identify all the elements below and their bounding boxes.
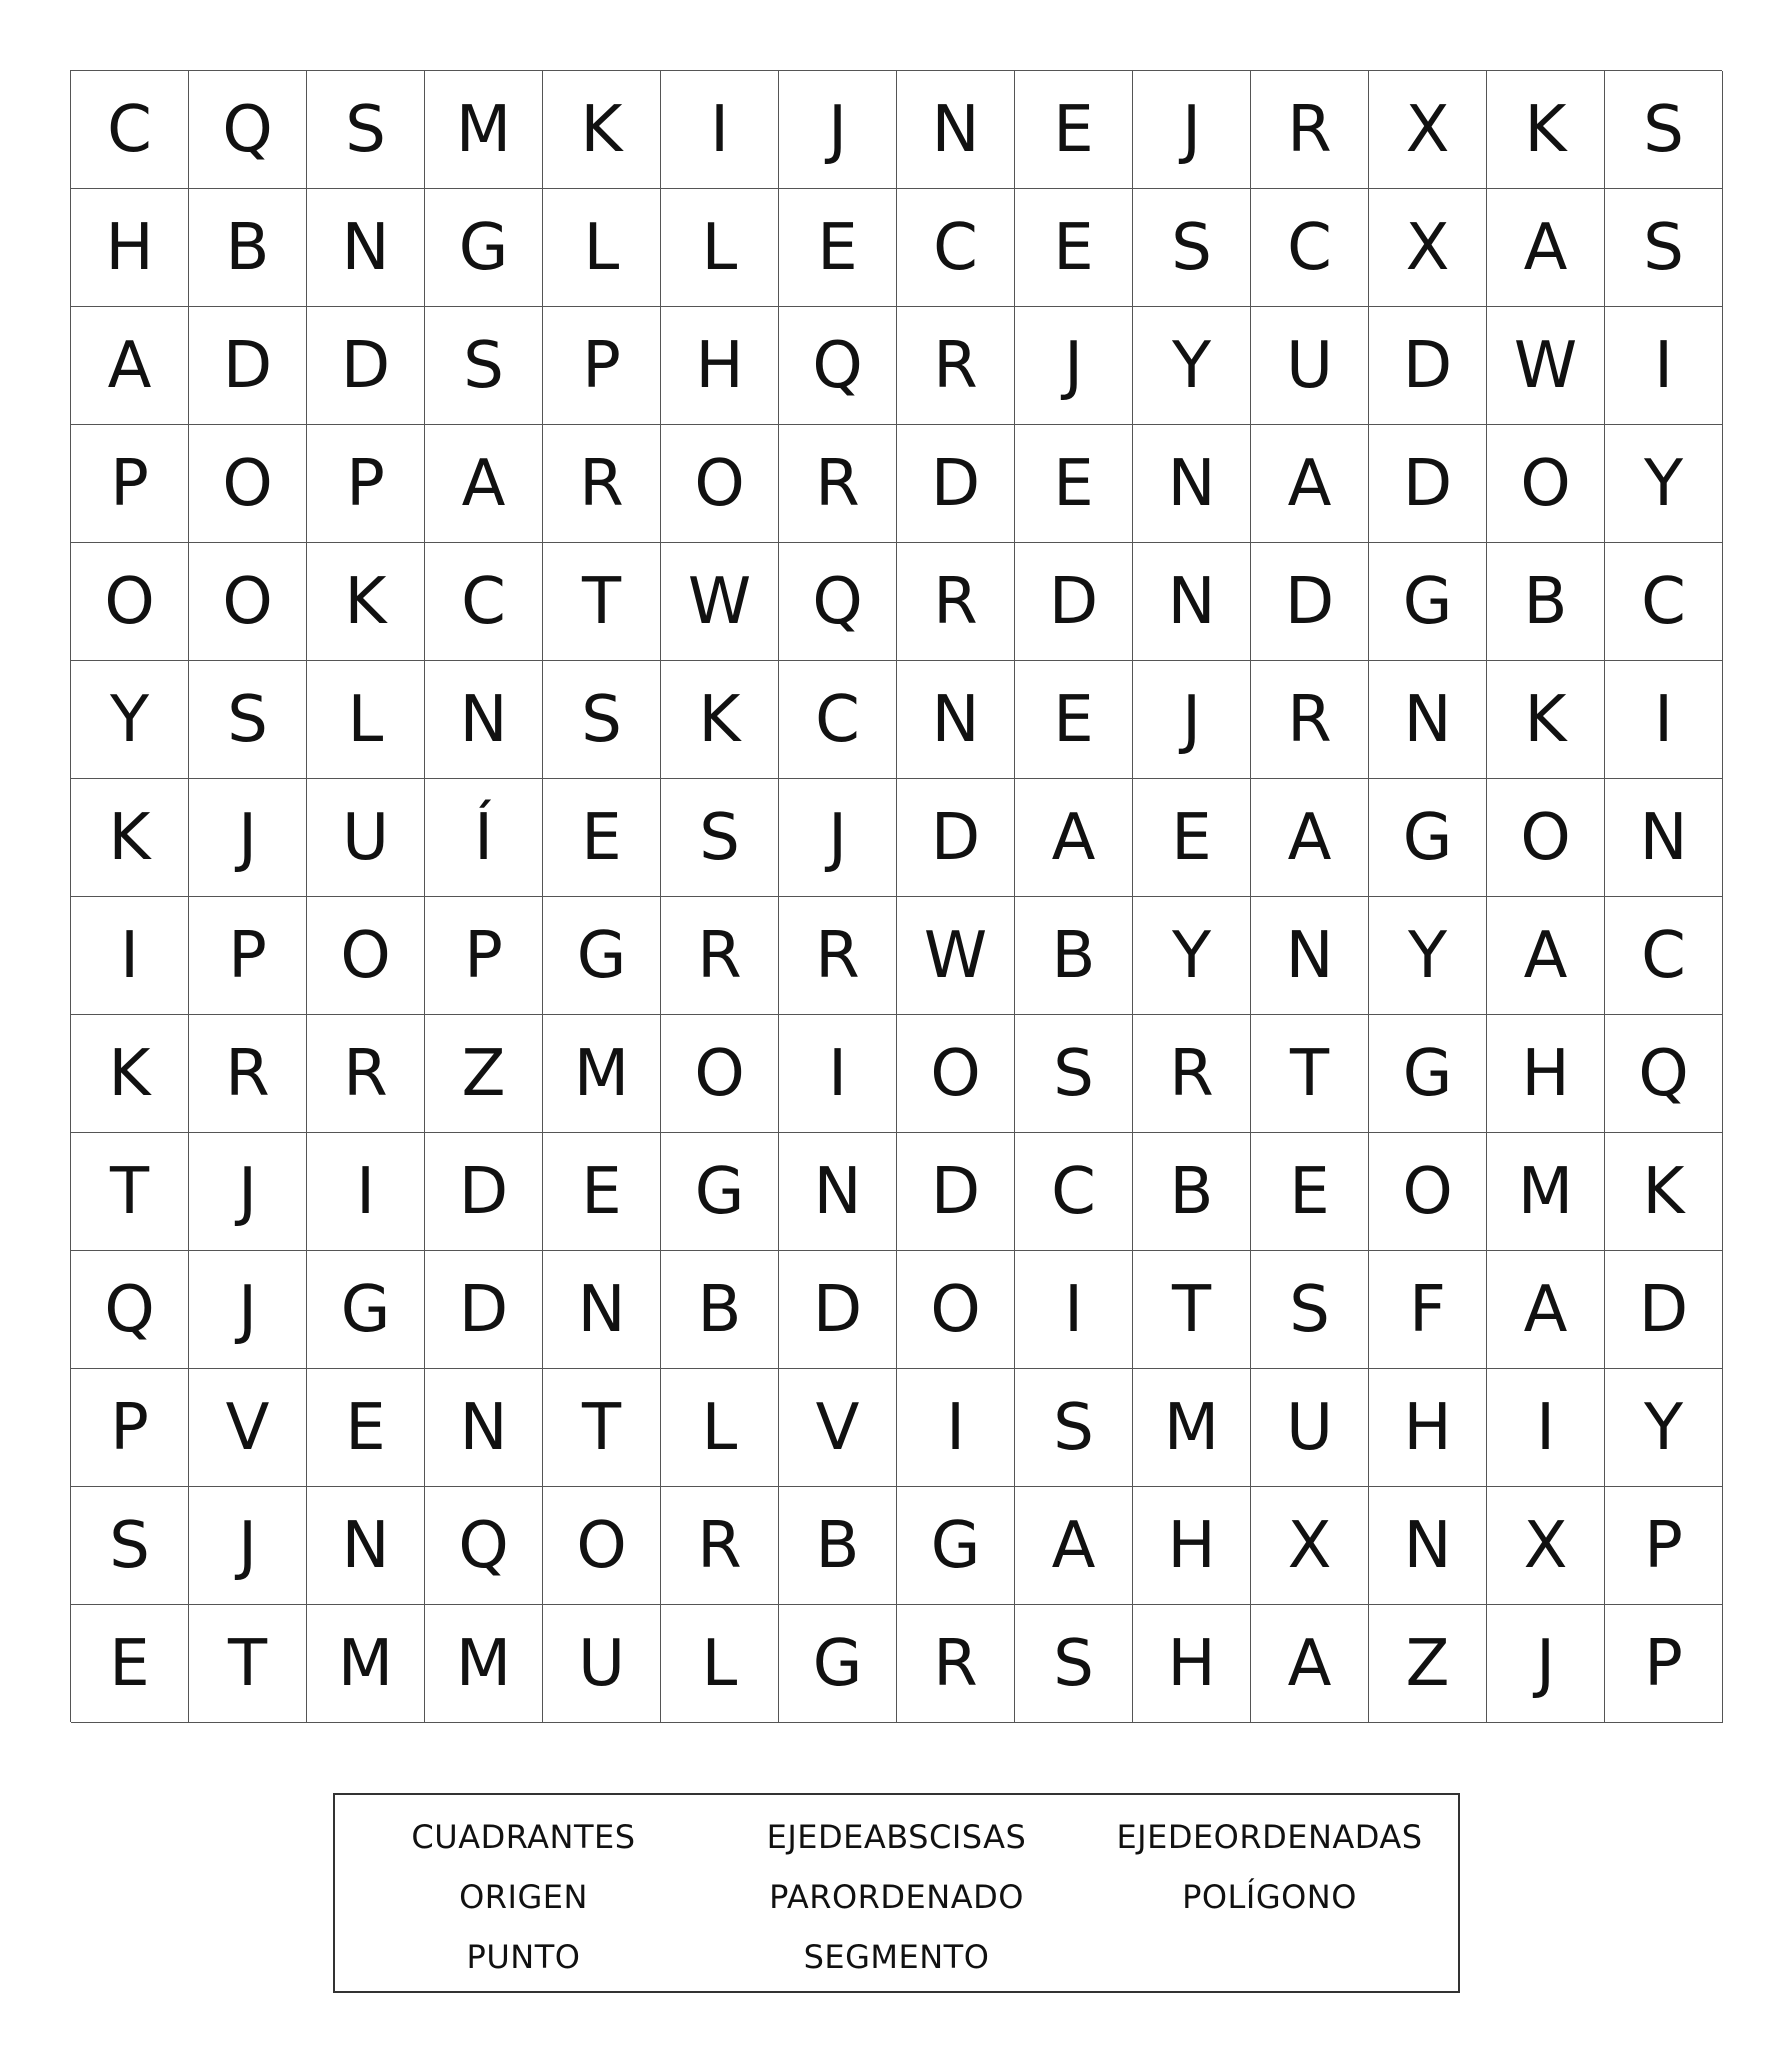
grid-cell[interactable]: J: [1015, 307, 1133, 425]
grid-cell[interactable]: S: [71, 1487, 189, 1605]
word-search-grid: [70, 70, 1722, 1722]
grid-cell[interactable]: E: [1015, 425, 1133, 543]
grid-cell[interactable]: K: [661, 661, 779, 779]
grid-cell[interactable]: O: [897, 1251, 1015, 1369]
grid-cell[interactable]: K: [1605, 1133, 1723, 1251]
grid-cell[interactable]: A: [1487, 897, 1605, 1015]
word-list-item: ORIGEN: [459, 1878, 588, 1916]
grid-cell[interactable]: E: [307, 1369, 425, 1487]
grid-cell[interactable]: E: [543, 1133, 661, 1251]
grid-cell[interactable]: P: [543, 307, 661, 425]
grid-cell[interactable]: O: [661, 425, 779, 543]
grid-cell[interactable]: G: [661, 1133, 779, 1251]
grid-cell[interactable]: I: [1487, 1369, 1605, 1487]
grid-cell[interactable]: E: [543, 779, 661, 897]
grid-cell[interactable]: U: [543, 1605, 661, 1723]
grid-cell[interactable]: X: [1369, 189, 1487, 307]
grid-cell[interactable]: K: [71, 1015, 189, 1133]
grid-cell[interactable]: Q: [1605, 1015, 1723, 1133]
grid-cell[interactable]: A: [1251, 779, 1369, 897]
grid-cell[interactable]: E: [1015, 661, 1133, 779]
grid-cell[interactable]: H: [1133, 1605, 1251, 1723]
grid-cell[interactable]: A: [1487, 189, 1605, 307]
grid-cell[interactable]: E: [71, 1605, 189, 1723]
grid-cell[interactable]: P: [1605, 1487, 1723, 1605]
grid-cell[interactable]: D: [1015, 543, 1133, 661]
grid-cell[interactable]: G: [307, 1251, 425, 1369]
grid-cell[interactable]: N: [1605, 779, 1723, 897]
grid-cell[interactable]: P: [189, 897, 307, 1015]
grid-cell[interactable]: O: [307, 897, 425, 1015]
grid-cell[interactable]: S: [1605, 71, 1723, 189]
grid-cell[interactable]: X: [1369, 71, 1487, 189]
word-list-item: CUADRANTES: [411, 1818, 636, 1856]
grid-cell[interactable]: Z: [425, 1015, 543, 1133]
grid-cell[interactable]: R: [1251, 71, 1369, 189]
grid-cell[interactable]: D: [1251, 543, 1369, 661]
grid-cell[interactable]: J: [1133, 71, 1251, 189]
grid-cell[interactable]: H: [1133, 1487, 1251, 1605]
grid-cell[interactable]: V: [189, 1369, 307, 1487]
grid-cell[interactable]: X: [1251, 1487, 1369, 1605]
grid-cell[interactable]: S: [1133, 189, 1251, 307]
grid-cell[interactable]: R: [897, 1605, 1015, 1723]
grid-cell[interactable]: N: [1133, 543, 1251, 661]
word-list-item: SEGMENTO: [803, 1938, 990, 1976]
grid-cell[interactable]: D: [1369, 307, 1487, 425]
grid-cell[interactable]: L: [661, 189, 779, 307]
grid-cell[interactable]: B: [189, 189, 307, 307]
grid-cell[interactable]: S: [1015, 1015, 1133, 1133]
grid-cell[interactable]: C: [1605, 897, 1723, 1015]
grid-cell[interactable]: S: [1015, 1605, 1133, 1723]
grid-cell[interactable]: E: [1015, 71, 1133, 189]
grid-cell[interactable]: J: [1133, 661, 1251, 779]
grid-cell[interactable]: H: [1369, 1369, 1487, 1487]
grid-cell[interactable]: J: [779, 779, 897, 897]
grid-cell[interactable]: Í: [425, 779, 543, 897]
word-list-item: EJEDEABSCISAS: [766, 1818, 1027, 1856]
grid-cell[interactable]: U: [1251, 307, 1369, 425]
grid-cell[interactable]: A: [71, 307, 189, 425]
grid-cell[interactable]: O: [543, 1487, 661, 1605]
grid-cell[interactable]: Q: [779, 543, 897, 661]
grid-cell[interactable]: M: [543, 1015, 661, 1133]
grid-cell[interactable]: N: [897, 661, 1015, 779]
grid-cell[interactable]: C: [779, 661, 897, 779]
word-list-item: PARORDENADO: [769, 1878, 1024, 1916]
grid-cell[interactable]: E: [1133, 779, 1251, 897]
grid-cell[interactable]: Y: [1369, 897, 1487, 1015]
grid-cell[interactable]: N: [543, 1251, 661, 1369]
grid-cell[interactable]: P: [71, 1369, 189, 1487]
grid-cell[interactable]: H: [71, 189, 189, 307]
grid-cell[interactable]: Q: [71, 1251, 189, 1369]
grid-cell[interactable]: P: [1605, 1605, 1723, 1723]
grid-cell[interactable]: I: [661, 71, 779, 189]
grid-cell[interactable]: E: [1015, 189, 1133, 307]
grid-cell[interactable]: Z: [1369, 1605, 1487, 1723]
grid-cell[interactable]: P: [71, 425, 189, 543]
grid-cell[interactable]: C: [897, 189, 1015, 307]
grid-cell[interactable]: D: [897, 779, 1015, 897]
grid-cell[interactable]: I: [307, 1133, 425, 1251]
grid-cell[interactable]: R: [779, 425, 897, 543]
grid-cell[interactable]: M: [425, 1605, 543, 1723]
grid-cell[interactable]: I: [71, 897, 189, 1015]
grid-cell[interactable]: N: [1251, 897, 1369, 1015]
grid-cell[interactable]: F: [1369, 1251, 1487, 1369]
grid-cell[interactable]: M: [1487, 1133, 1605, 1251]
grid-cell[interactable]: T: [1251, 1015, 1369, 1133]
grid-cell[interactable]: K: [71, 779, 189, 897]
grid-cell[interactable]: N: [307, 1487, 425, 1605]
word-list: [333, 1793, 1460, 1993]
grid-cell[interactable]: L: [307, 661, 425, 779]
grid-cell[interactable]: D: [425, 1251, 543, 1369]
grid-cell[interactable]: K: [1487, 71, 1605, 189]
grid-cell[interactable]: C: [425, 543, 543, 661]
grid-cell[interactable]: W: [661, 543, 779, 661]
grid-cell[interactable]: A: [1487, 1251, 1605, 1369]
grid-cell[interactable]: C: [1605, 543, 1723, 661]
grid-cell[interactable]: O: [897, 1015, 1015, 1133]
grid-cell[interactable]: J: [189, 779, 307, 897]
grid-cell[interactable]: O: [1487, 779, 1605, 897]
grid-cell[interactable]: K: [1487, 661, 1605, 779]
grid-cell[interactable]: O: [189, 425, 307, 543]
grid-cell[interactable]: I: [1605, 307, 1723, 425]
grid-cell[interactable]: T: [543, 543, 661, 661]
grid-cell[interactable]: G: [1369, 1015, 1487, 1133]
grid-cell[interactable]: Q: [425, 1487, 543, 1605]
grid-cell[interactable]: O: [1487, 425, 1605, 543]
grid-cell[interactable]: G: [1369, 779, 1487, 897]
grid-cell[interactable]: R: [543, 425, 661, 543]
word-list-item: POLÍGONO: [1182, 1878, 1357, 1916]
grid-cell[interactable]: S: [661, 779, 779, 897]
grid-cell[interactable]: G: [897, 1487, 1015, 1605]
grid-cell[interactable]: S: [1015, 1369, 1133, 1487]
grid-cell[interactable]: J: [189, 1487, 307, 1605]
grid-cell[interactable]: N: [779, 1133, 897, 1251]
grid-cell[interactable]: U: [1251, 1369, 1369, 1487]
grid-cell[interactable]: D: [307, 307, 425, 425]
grid-cell[interactable]: B: [1133, 1133, 1251, 1251]
grid-cell[interactable]: D: [897, 1133, 1015, 1251]
grid-cell[interactable]: O: [1369, 1133, 1487, 1251]
grid-cell[interactable]: M: [307, 1605, 425, 1723]
grid-cell[interactable]: H: [661, 307, 779, 425]
grid-cell[interactable]: J: [189, 1251, 307, 1369]
grid-cell[interactable]: I: [779, 1015, 897, 1133]
grid-cell[interactable]: R: [307, 1015, 425, 1133]
grid-cell[interactable]: H: [1487, 1015, 1605, 1133]
grid-cell[interactable]: P: [425, 897, 543, 1015]
grid-cell[interactable]: J: [189, 1133, 307, 1251]
grid-cell[interactable]: Y: [1605, 425, 1723, 543]
grid-cell[interactable]: G: [543, 897, 661, 1015]
grid-cell[interactable]: R: [661, 1487, 779, 1605]
grid-cell[interactable]: K: [307, 543, 425, 661]
grid-cell[interactable]: S: [1605, 189, 1723, 307]
grid-cell[interactable]: S: [1251, 1251, 1369, 1369]
grid-cell[interactable]: I: [1015, 1251, 1133, 1369]
grid-cell[interactable]: R: [189, 1015, 307, 1133]
grid-cell[interactable]: I: [897, 1369, 1015, 1487]
grid-cell[interactable]: N: [307, 189, 425, 307]
grid-cell[interactable]: E: [779, 189, 897, 307]
grid-cell[interactable]: T: [543, 1369, 661, 1487]
grid-cell[interactable]: P: [307, 425, 425, 543]
grid-cell[interactable]: T: [71, 1133, 189, 1251]
grid-cell[interactable]: R: [779, 897, 897, 1015]
grid-cell[interactable]: M: [425, 71, 543, 189]
grid-cell[interactable]: D: [779, 1251, 897, 1369]
grid-cell[interactable]: O: [71, 543, 189, 661]
grid-cell[interactable]: G: [779, 1605, 897, 1723]
grid-cell[interactable]: W: [897, 897, 1015, 1015]
grid-cell[interactable]: A: [1251, 1605, 1369, 1723]
grid-cell[interactable]: N: [1133, 425, 1251, 543]
grid-cell[interactable]: R: [897, 543, 1015, 661]
grid-cell[interactable]: D: [1369, 425, 1487, 543]
grid-cell[interactable]: J: [779, 71, 897, 189]
grid-cell[interactable]: K: [543, 71, 661, 189]
grid-cell[interactable]: N: [1369, 1487, 1487, 1605]
grid-cell[interactable]: J: [1487, 1605, 1605, 1723]
grid-cell[interactable]: C: [1015, 1133, 1133, 1251]
grid-cell[interactable]: B: [661, 1251, 779, 1369]
word-list-item: PUNTO: [466, 1938, 581, 1976]
grid-cell[interactable]: D: [897, 425, 1015, 543]
grid-cell[interactable]: Y: [1605, 1369, 1723, 1487]
grid-cell[interactable]: A: [1251, 425, 1369, 543]
grid-cell[interactable]: S: [425, 307, 543, 425]
grid-cell[interactable]: V: [779, 1369, 897, 1487]
grid-cell[interactable]: L: [661, 1605, 779, 1723]
grid-cell[interactable]: M: [1133, 1369, 1251, 1487]
grid-cell[interactable]: R: [1133, 1015, 1251, 1133]
grid-cell[interactable]: D: [189, 307, 307, 425]
grid-cell[interactable]: N: [425, 661, 543, 779]
grid-cell[interactable]: Q: [189, 71, 307, 189]
grid-cell[interactable]: O: [661, 1015, 779, 1133]
grid-cell[interactable]: R: [1251, 661, 1369, 779]
grid-cell[interactable]: D: [425, 1133, 543, 1251]
grid-cell[interactable]: S: [543, 661, 661, 779]
grid-cell[interactable]: C: [71, 71, 189, 189]
grid-cell[interactable]: L: [661, 1369, 779, 1487]
grid-cell[interactable]: N: [1369, 661, 1487, 779]
grid-cell[interactable]: B: [779, 1487, 897, 1605]
grid-cell[interactable]: B: [1487, 543, 1605, 661]
grid-cell[interactable]: R: [661, 897, 779, 1015]
grid-cell[interactable]: Y: [71, 661, 189, 779]
grid-cell[interactable]: A: [1015, 779, 1133, 897]
grid-cell[interactable]: N: [897, 71, 1015, 189]
grid-cell[interactable]: C: [1251, 189, 1369, 307]
grid-cell[interactable]: E: [1251, 1133, 1369, 1251]
grid-cell[interactable]: B: [1015, 897, 1133, 1015]
grid-cell[interactable]: S: [189, 661, 307, 779]
grid-cell[interactable]: N: [425, 1369, 543, 1487]
grid-cell[interactable]: U: [307, 779, 425, 897]
grid-cell[interactable]: W: [1487, 307, 1605, 425]
grid-cell[interactable]: Y: [1133, 307, 1251, 425]
grid-cell[interactable]: G: [1369, 543, 1487, 661]
grid-cell[interactable]: S: [307, 71, 425, 189]
grid-cell[interactable]: T: [1133, 1251, 1251, 1369]
grid-cell[interactable]: Q: [779, 307, 897, 425]
grid-cell[interactable]: D: [1605, 1251, 1723, 1369]
grid-cell[interactable]: G: [425, 189, 543, 307]
grid-cell[interactable]: T: [189, 1605, 307, 1723]
grid-cell[interactable]: A: [1015, 1487, 1133, 1605]
grid-cell[interactable]: X: [1487, 1487, 1605, 1605]
grid-cell[interactable]: Y: [1133, 897, 1251, 1015]
grid-cell[interactable]: I: [1605, 661, 1723, 779]
word-list-item: EJEDEORDENADAS: [1116, 1818, 1423, 1856]
grid-cell[interactable]: R: [897, 307, 1015, 425]
grid-cell[interactable]: A: [425, 425, 543, 543]
grid-cell[interactable]: L: [543, 189, 661, 307]
grid-cell[interactable]: O: [189, 543, 307, 661]
